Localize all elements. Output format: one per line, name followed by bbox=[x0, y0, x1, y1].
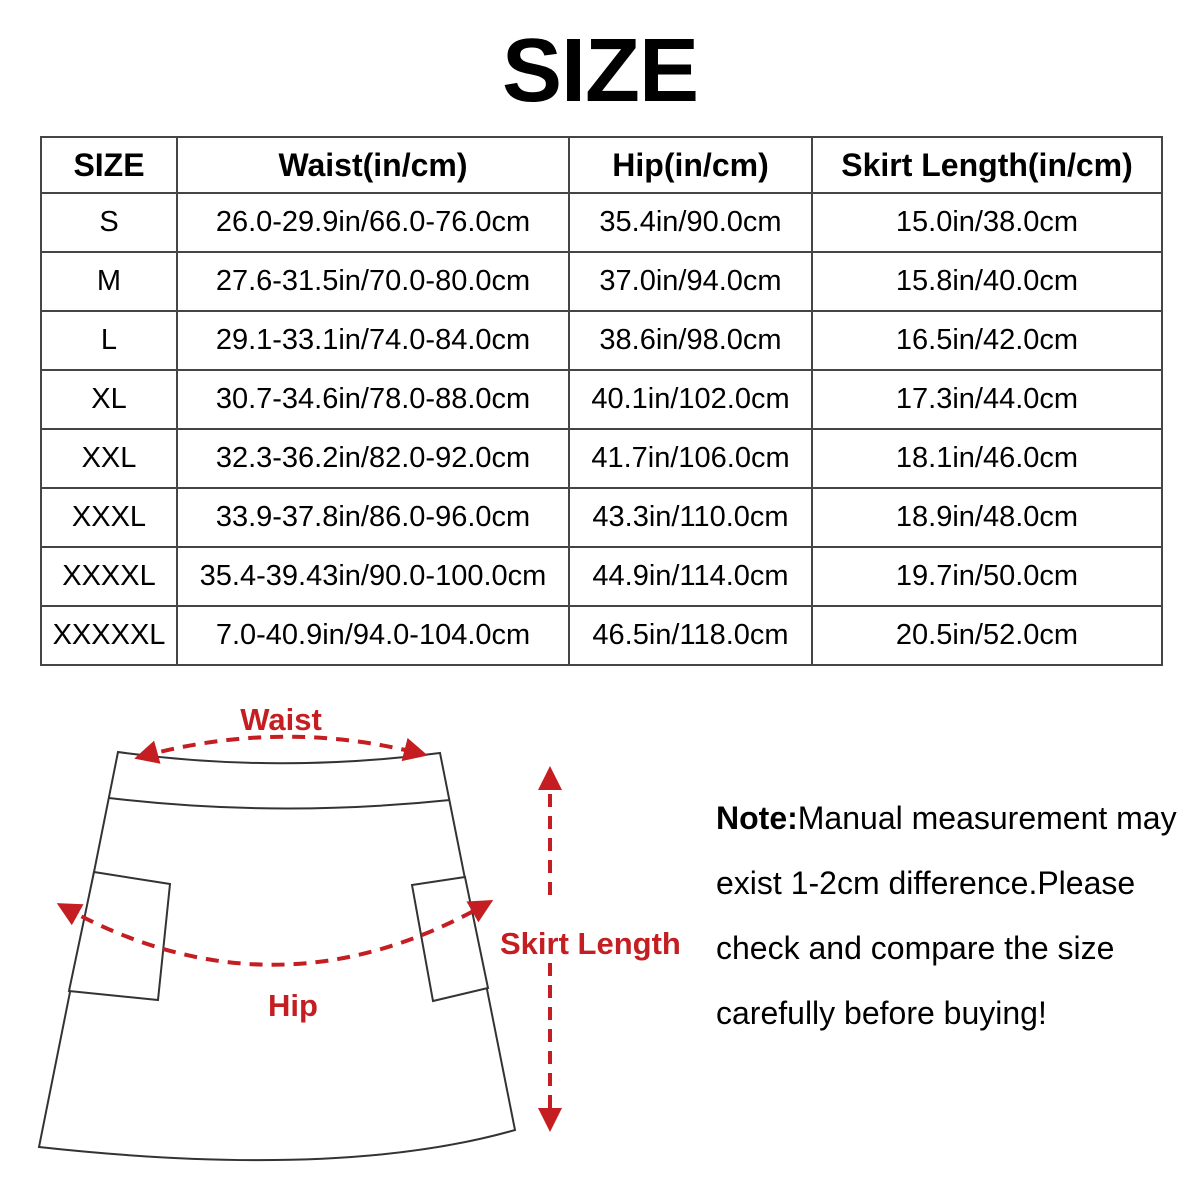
cell-skirt-length: 19.7in/50.0cm bbox=[812, 547, 1162, 606]
note-line-3: check and compare the size bbox=[716, 930, 1115, 966]
cell-hip: 46.5in/118.0cm bbox=[569, 606, 812, 665]
cell-skirt-length: 15.0in/38.0cm bbox=[812, 193, 1162, 252]
table-row-s bbox=[41, 193, 1162, 252]
left-pocket bbox=[69, 872, 170, 1000]
size-table bbox=[40, 136, 1163, 666]
column-header-waist: Waist(in/cm) bbox=[177, 137, 569, 193]
cell-size: XXL bbox=[41, 429, 177, 488]
page-title: SIZE bbox=[501, 21, 699, 121]
cell-size: XL bbox=[41, 370, 177, 429]
cell-hip: 35.4in/90.0cm bbox=[569, 193, 812, 252]
table-header-row bbox=[41, 137, 1162, 193]
column-header-hip: Hip(in/cm) bbox=[569, 137, 812, 193]
cell-skirt-length: 16.5in/42.0cm bbox=[812, 311, 1162, 370]
hip-label: Hip bbox=[268, 988, 318, 1023]
table-row-xxxxl bbox=[41, 547, 1162, 606]
note-label: Note: bbox=[716, 800, 798, 836]
cell-size: M bbox=[41, 252, 177, 311]
cell-hip: 43.3in/110.0cm bbox=[569, 488, 812, 547]
note-line-1 bbox=[716, 786, 1186, 851]
note-block bbox=[716, 786, 1186, 1046]
cell-size: L bbox=[41, 311, 177, 370]
column-header-skirt-length: Skirt Length(in/cm) bbox=[812, 137, 1162, 193]
column-header-size: SIZE bbox=[41, 137, 177, 193]
cell-size: XXXL bbox=[41, 488, 177, 547]
cell-waist: 29.1-33.1in/74.0-84.0cm bbox=[177, 311, 569, 370]
note-line-4: carefully before buying! bbox=[716, 995, 1047, 1031]
cell-skirt-length: 18.9in/48.0cm bbox=[812, 488, 1162, 547]
cell-hip: 41.7in/106.0cm bbox=[569, 429, 812, 488]
cell-size: XXXXXL bbox=[41, 606, 177, 665]
cell-waist: 33.9-37.8in/86.0-96.0cm bbox=[177, 488, 569, 547]
cell-size: S bbox=[41, 193, 177, 252]
cell-skirt-length: 20.5in/52.0cm bbox=[812, 606, 1162, 665]
cell-waist: 32.3-36.2in/82.0-92.0cm bbox=[177, 429, 569, 488]
cell-waist: 27.6-31.5in/70.0-80.0cm bbox=[177, 252, 569, 311]
table-row-xxxxxl bbox=[41, 606, 1162, 665]
table-row-xxxl bbox=[41, 488, 1162, 547]
cell-hip: 40.1in/102.0cm bbox=[569, 370, 812, 429]
cell-hip: 44.9in/114.0cm bbox=[569, 547, 812, 606]
table-row-m bbox=[41, 252, 1162, 311]
skirt-measurement-diagram bbox=[0, 680, 700, 1200]
waist-arrow bbox=[140, 737, 422, 757]
cell-hip: 38.6in/98.0cm bbox=[569, 311, 812, 370]
waist-label: Waist bbox=[240, 702, 322, 737]
cell-size: XXXXL bbox=[41, 547, 177, 606]
cell-waist: 30.7-34.6in/78.0-88.0cm bbox=[177, 370, 569, 429]
cell-skirt-length: 17.3in/44.0cm bbox=[812, 370, 1162, 429]
skirt-length-label: Skirt Length bbox=[500, 926, 681, 961]
cell-waist: 7.0-40.9in/94.0-104.0cm bbox=[177, 606, 569, 665]
table-row-xl bbox=[41, 370, 1162, 429]
table-row-xxl bbox=[41, 429, 1162, 488]
cell-skirt-length: 15.8in/40.0cm bbox=[812, 252, 1162, 311]
cell-skirt-length: 18.1in/46.0cm bbox=[812, 429, 1162, 488]
cell-hip: 37.0in/94.0cm bbox=[569, 252, 812, 311]
note-line-2: exist 1-2cm difference.Please bbox=[716, 865, 1136, 901]
cell-waist: 26.0-29.9in/66.0-76.0cm bbox=[177, 193, 569, 252]
note-line-1-text: Manual measurement may bbox=[797, 800, 1177, 836]
cell-waist: 35.4-39.43in/90.0-100.0cm bbox=[177, 547, 569, 606]
table-row-l bbox=[41, 311, 1162, 370]
